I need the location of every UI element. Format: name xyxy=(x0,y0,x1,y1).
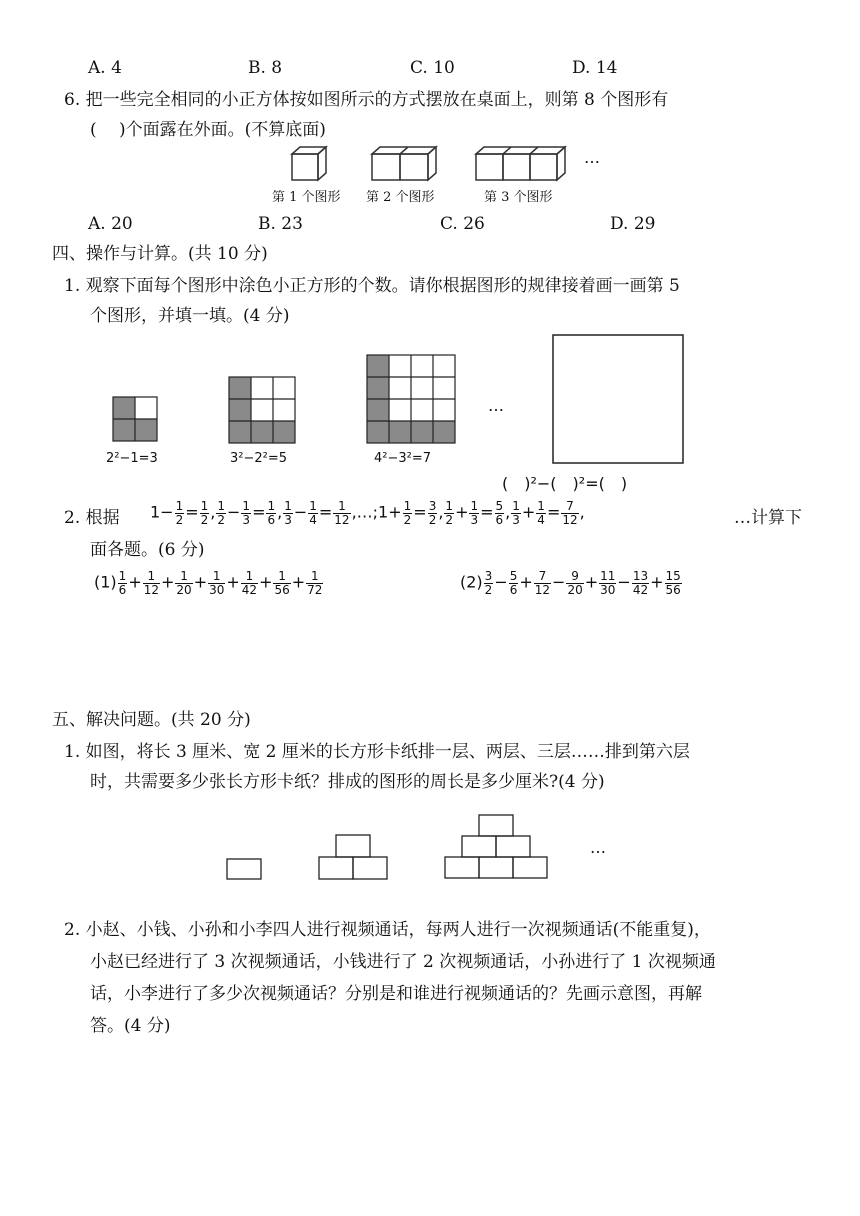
brick-figure-3 xyxy=(444,814,548,880)
q6-option-d: D. 29 xyxy=(610,214,656,234)
s5-q1-line1: 1. 如图，将长 3 厘米、宽 2 厘米的长方形卡纸排一层、两层、三层……排到第六层 xyxy=(64,742,690,762)
q5-option-a: A. 4 xyxy=(88,58,122,78)
grid-figure-3 xyxy=(366,354,456,444)
s5-q2-line3: 话，小李进行了多少次视频通话？分别是和谁进行视频通话的？先画示意图，再解 xyxy=(90,984,702,1004)
grid-dots: … xyxy=(488,396,504,415)
cube-label-3: 第 3 个图形 xyxy=(484,190,553,205)
s4-q2-prefix: 2. 根据 xyxy=(64,508,120,528)
grid-figure-2 xyxy=(228,376,296,444)
brick-figure-2 xyxy=(318,834,388,880)
q5-option-c: C. 10 xyxy=(410,58,455,78)
q5-option-d: D. 14 xyxy=(572,58,618,78)
section4-title: 四、操作与计算。(共 10 分) xyxy=(52,244,268,264)
problem-2-label: (2) xyxy=(460,572,483,592)
cube-figure-3 xyxy=(474,146,570,182)
grid-eq-1: 2²−1=3 xyxy=(106,451,158,466)
brick-dots: … xyxy=(590,838,606,857)
s5-q2-line1: 2. 小赵、小钱、小孙和小李四人进行视频通话，每两人进行一次视频通话(不能重复)， xyxy=(64,920,711,940)
cube-label-1: 第 1 个图形 xyxy=(272,190,341,205)
q6-line2: ( )个面露在外面。(不算底面) xyxy=(90,120,326,140)
q6-option-a: A. 20 xyxy=(88,214,133,234)
cube-dots: … xyxy=(584,148,600,167)
s4-q2-suffix: …计算下 xyxy=(734,508,802,528)
grid-eq-2: 3²−2²=5 xyxy=(230,451,288,466)
brick-figure-1 xyxy=(226,858,264,880)
q6-line1: 6. 把一些完全相同的小正方体按如图所示的方式摆放在桌面上，则第 8 个图形有 xyxy=(64,90,669,110)
cube-figure-2 xyxy=(370,146,440,182)
s4-q1-line1: 1. 观察下面每个图形中涂色小正方形的个数。请你根据图形的规律接着画一画第 5 xyxy=(64,276,680,296)
q6-option-c: C. 26 xyxy=(440,214,485,234)
s4-q1-line2: 个图形，并填一填。(4 分) xyxy=(90,306,290,326)
s4-q2-formula: 1− $\frac{1}{2}$ = $\frac{1}{2}$ , $\frac{1}{2}$ − $\frac{1}{3}$ = $\frac{1}{6}$ , $\frac{1}{3}$ − $\frac{1}{4}$ = $\frac{1}{12}$ ,…;1+ $\frac{1}{2}$ = $\frac{3}{2}$ , $\frac{1}{2}$ + $\frac{1}{3}$ = $\frac{5}{6}$ , $\frac{1}{3}$ + $\frac{1}{4}$ = $\frac{7}{12}$ , xyxy=(150,499,585,527)
s5-q2-line2: 小赵已经进行了 3 次视频通话，小钱进行了 2 次视频通话，小孙进行了 1 次视频通 xyxy=(90,952,716,972)
q6-option-b: B. 23 xyxy=(258,214,303,234)
s4-q2-line2: 面各题。(6 分) xyxy=(90,540,205,560)
problem-2: (2) $\frac{3}{2}$ − $\frac{5}{6}$ + $\frac{7}{12}$ − $\frac{9}{20}$ + $\frac{11}{30}$ − $\frac{13}{42}$ + $\frac{15}{56}$ xyxy=(460,569,681,597)
grid-eq-3: 4²−3²=7 xyxy=(374,451,432,466)
grid-figure-1 xyxy=(112,396,158,442)
cube-figure-1 xyxy=(290,146,330,182)
q5-option-b: B. 8 xyxy=(248,58,283,78)
problem-1: (1) $\frac{1}{6}$ + $\frac{1}{12}$ + $\frac{1}{20}$ + $\frac{1}{30}$ + $\frac{1}{42}$ + $\frac{1}{56}$ + $\frac{1}{72}$ xyxy=(94,569,323,597)
blank-answer-square[interactable] xyxy=(552,334,684,464)
problem-1-label: (1) xyxy=(94,572,117,592)
blank-equation: ( )²−( )²=( ) xyxy=(502,474,628,493)
cube-label-2: 第 2 个图形 xyxy=(366,190,435,205)
s5-q1-line2: 时，共需要多少张长方形卡纸？排成的图形的周长是多少厘米?(4 分) xyxy=(90,772,605,792)
section5-title: 五、解决问题。(共 20 分) xyxy=(52,710,251,730)
s5-q2-line4: 答。(4 分) xyxy=(90,1016,171,1036)
